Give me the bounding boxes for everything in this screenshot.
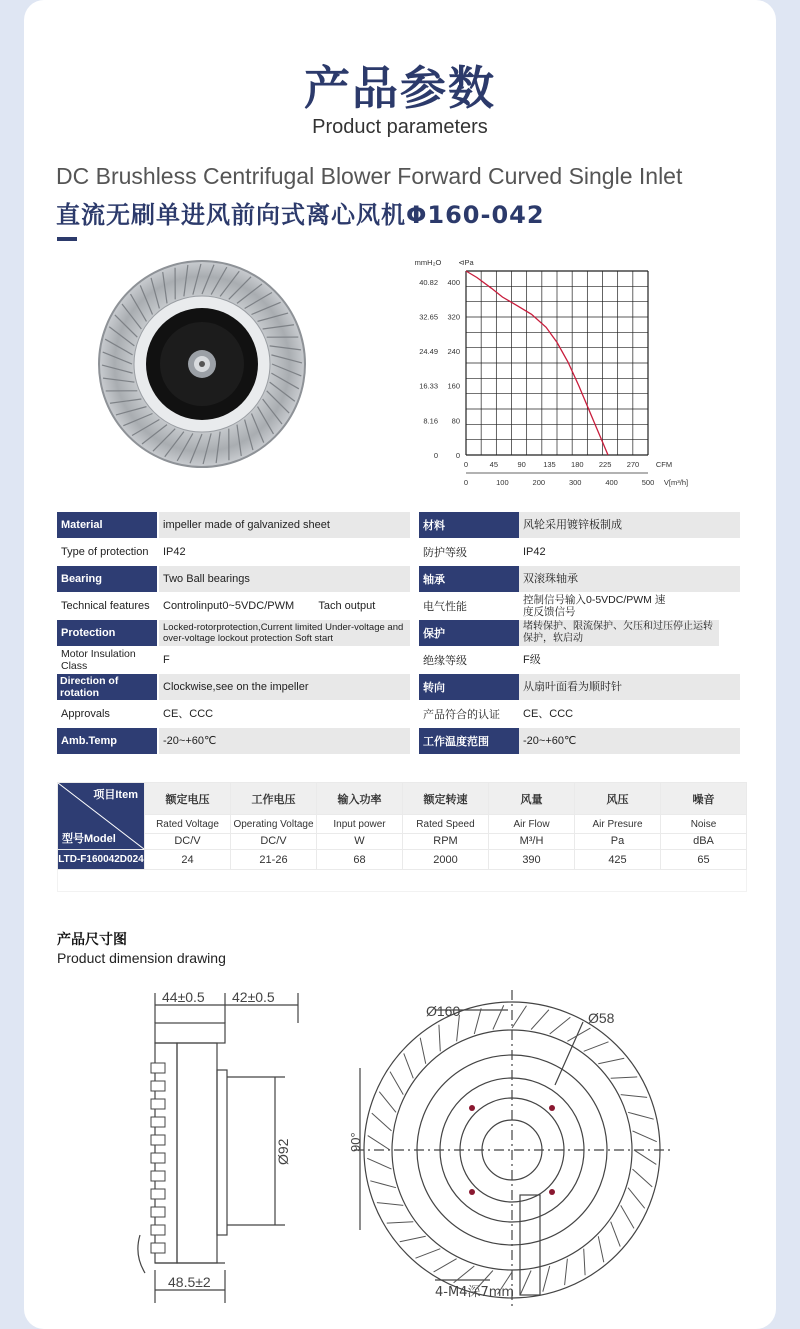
- spec-value: -20~+60℃: [159, 728, 410, 754]
- xlabel-bottom: V[m³/h]: [663, 478, 689, 487]
- vane-line: [550, 1017, 571, 1034]
- spec-label: 工作温度范围: [419, 728, 519, 754]
- vane-line: [387, 1222, 414, 1223]
- dim-diameter-92: Ø92: [275, 1138, 291, 1165]
- spec-row-protection-cn: [419, 620, 740, 646]
- tick-pa: 320: [447, 312, 460, 322]
- tick-m3h: 100: [496, 478, 509, 487]
- vane-line: [632, 1131, 656, 1142]
- vane-line: [598, 1058, 624, 1064]
- ylabel-right: ⊲Pa: [458, 258, 474, 267]
- spec-label: 轴承: [419, 566, 519, 592]
- value-cell: 2000: [403, 850, 489, 870]
- spec-row-material: [57, 512, 410, 538]
- spec-row-approvals-cn: [419, 701, 740, 727]
- fin: [151, 1189, 165, 1199]
- tick-cfm: 45: [489, 460, 499, 469]
- spec-label: Protection: [57, 620, 157, 646]
- spec-label: Material: [57, 512, 157, 538]
- spec-value: Two Ball bearings: [159, 566, 410, 592]
- performance-table: [57, 782, 747, 892]
- dim-angle: 90°: [348, 1132, 363, 1152]
- tick-mmh2o: 24.49: [419, 347, 438, 357]
- tick-pa: 160: [447, 381, 460, 391]
- spec-value: IP42: [163, 546, 186, 558]
- col-header-en: Rated Voltage: [145, 815, 231, 833]
- spec-label: Technical features: [61, 600, 150, 612]
- vane-line: [372, 1113, 392, 1131]
- vane-line: [400, 1236, 426, 1242]
- tick-m3h: 500: [641, 478, 655, 487]
- tick-cfm: 225: [598, 460, 612, 469]
- spec-value: CE、CCC: [163, 708, 214, 720]
- spec-value: Controlinput0~5VDC/PWM Tach output: [163, 600, 376, 612]
- spec-value: 堵转保护、限流保护、欠压和过压停止运转保护，软启动: [519, 620, 719, 646]
- fin: [151, 1135, 165, 1145]
- vane-line: [621, 1095, 647, 1098]
- tick-m3h: 300: [568, 478, 582, 487]
- spec-row-approvals: [57, 701, 410, 727]
- vane-line: [565, 1259, 568, 1285]
- col-header-cn: 额定电压: [145, 783, 231, 815]
- spec-label: 产品符合的认证: [423, 709, 500, 721]
- vane-line: [584, 1249, 585, 1276]
- spec-label: Bearing: [57, 566, 157, 592]
- spec-value: -20~+60℃: [519, 728, 740, 754]
- tick-cfm: 180: [571, 460, 584, 469]
- vane-line: [628, 1188, 645, 1209]
- dimension-title-en: Product dimension drawing: [57, 950, 226, 966]
- spec-value: impeller made of galvanized sheet: [159, 512, 410, 538]
- spec-row-bearing-cn: [419, 566, 740, 592]
- fin: [151, 1207, 165, 1217]
- tick-mmh2o: 16.33: [419, 381, 438, 391]
- vane-line: [404, 1053, 414, 1078]
- dim-diameter-160: Ø160: [426, 1003, 461, 1019]
- page-title: 产品参数: [304, 61, 496, 115]
- spec-value: 双滚珠轴承: [519, 566, 740, 592]
- spec-value: 风轮采用镀锌板制成: [519, 512, 740, 538]
- spec-row-insulation-cn: [419, 647, 740, 673]
- vane-line: [474, 1008, 481, 1034]
- tick-m3h: 0: [463, 478, 469, 487]
- value-cell: 425: [575, 850, 661, 870]
- vane-line: [543, 1266, 550, 1292]
- vane-line: [367, 1158, 391, 1169]
- fin: [151, 1081, 165, 1091]
- col-unit: dBA: [661, 833, 747, 849]
- spec-value: F: [163, 654, 170, 666]
- col-unit: Pa: [575, 833, 661, 849]
- spec-label: Type of protection: [61, 546, 149, 558]
- vane-line: [634, 1150, 656, 1164]
- impeller-photo: [96, 258, 308, 470]
- spec-row-electrical-cn: [419, 593, 740, 619]
- spec-label: Motor Insulation Class: [61, 648, 136, 672]
- vane-line: [628, 1112, 654, 1119]
- fin: [151, 1153, 165, 1163]
- vane-line: [377, 1203, 403, 1206]
- model-label: 型号Model: [62, 833, 116, 845]
- dim-diameter-58: Ø58: [588, 1010, 615, 1026]
- model-cell: LTD-F160042D024: [58, 850, 145, 870]
- spec-value: Locked-rotorprotection,Current limited Under-voltage and over-voltage lockout protection Soft start: [159, 620, 410, 646]
- col-header-en: Noise: [661, 815, 747, 833]
- item-model-header: [58, 783, 145, 850]
- spec-row-temperature: [57, 728, 410, 754]
- side-view-drawing: [120, 985, 310, 1310]
- spec-value: IP42: [523, 546, 546, 558]
- dim-holes: 4-M4深7mm: [435, 1285, 515, 1300]
- page-subtitle: Product parameters: [312, 116, 488, 138]
- vane-line: [611, 1222, 621, 1247]
- tick-cfm: 270: [626, 460, 640, 469]
- spec-row-material-cn: [419, 512, 740, 538]
- vane-line: [368, 1136, 390, 1150]
- vane-line: [584, 1042, 609, 1052]
- vane-line: [420, 1038, 426, 1064]
- tick-cfm: 0: [463, 460, 469, 469]
- dim-width-bottom: 48.5±2: [168, 1274, 211, 1290]
- tick-mmh2o: 40.82: [419, 277, 438, 287]
- tick-pa: 400: [447, 277, 460, 287]
- fin: [151, 1099, 165, 1109]
- col-unit: W: [317, 833, 403, 849]
- spec-row-bearing: [57, 566, 410, 592]
- tick-mmh2o: 0: [433, 451, 438, 460]
- col-unit: M³/H: [489, 833, 575, 849]
- spec-row-rotation-cn: [419, 674, 740, 700]
- vane-line: [379, 1092, 396, 1113]
- empty-row: [58, 870, 747, 892]
- col-header-cn: 工作电压: [231, 783, 317, 815]
- vane-line: [512, 1006, 526, 1028]
- tick-pa: 80: [451, 416, 460, 426]
- ylabel-left: mmH₂O: [414, 258, 442, 267]
- vane-line: [531, 1010, 549, 1030]
- value-cell: 21-26: [231, 850, 317, 870]
- tick-cfm: 135: [543, 460, 556, 469]
- col-header-cn: 风压: [575, 783, 661, 815]
- spec-row-technical-features: [57, 593, 410, 619]
- col-unit: DC/V: [145, 833, 231, 849]
- vane-line: [439, 1025, 440, 1052]
- vane-line: [370, 1181, 396, 1188]
- value-cell: 65: [661, 850, 747, 870]
- spec-value: F级: [523, 654, 541, 666]
- spec-row-protection-type: [57, 539, 410, 565]
- spec-value: 控制信号输入0-5VDC/PWM 速度反馈信号: [523, 594, 666, 618]
- fin: [151, 1063, 165, 1073]
- col-header-en: Air Presure: [575, 815, 661, 833]
- vane-line: [621, 1205, 634, 1228]
- fin: [151, 1117, 165, 1127]
- tick-m3h: 200: [532, 478, 546, 487]
- col-header-cn: 噪音: [661, 783, 747, 815]
- col-header-cn: 输入功率: [317, 783, 403, 815]
- vane-line: [632, 1169, 652, 1187]
- spec-value: CE、CCC: [523, 708, 574, 720]
- front-view-drawing: [340, 990, 700, 1310]
- spec-label: Amb.Temp: [57, 728, 157, 754]
- vane-line: [493, 1005, 504, 1029]
- tick-mmh2o: 8.16: [423, 416, 438, 426]
- spec-value: 从扇叶面看为顺时针: [519, 674, 740, 700]
- vane-line: [598, 1236, 604, 1262]
- col-header-cn: 风量: [489, 783, 575, 815]
- fin: [151, 1243, 165, 1253]
- title-underline: [57, 237, 77, 241]
- spec-label: 防护等级: [423, 547, 467, 559]
- spec-label: Direction of rotation: [57, 674, 157, 700]
- col-unit: RPM: [403, 833, 489, 849]
- tick-pa: 0: [455, 451, 460, 460]
- vane-line: [520, 1270, 531, 1294]
- value-cell: 24: [145, 850, 231, 870]
- col-header-cn: 额定转速: [403, 783, 489, 815]
- col-header-en: Operating Voltage: [231, 815, 317, 833]
- col-header-en: Air Flow: [489, 815, 575, 833]
- value-cell: 68: [317, 850, 403, 870]
- product-name-en: DC Brushless Centrifugal Blower Forward Curved Single Inlet: [56, 163, 683, 189]
- spec-value: Clockwise,see on the impeller: [159, 674, 410, 700]
- spec-label: 保护: [419, 620, 519, 646]
- tick-m3h: 400: [605, 478, 618, 487]
- spec-label: 转向: [419, 674, 519, 700]
- value-cell: 390: [489, 850, 575, 870]
- product-name-cn: 直流无刷单进风前向式离心风机Φ160-042: [56, 201, 545, 229]
- tick-mmh2o: 32.65: [419, 312, 438, 322]
- vane-line: [390, 1072, 403, 1095]
- vane-line: [415, 1249, 440, 1259]
- spec-row-insulation: [57, 647, 410, 673]
- col-header-en: Rated Speed: [403, 815, 489, 833]
- performance-chart: [408, 255, 698, 490]
- col-header-en: Input power: [317, 815, 403, 833]
- spec-row-protection: [57, 620, 410, 646]
- xlabel-top: CFM: [655, 460, 673, 469]
- dim-width-right: 42±0.5: [232, 989, 275, 1005]
- dimension-title-cn: 产品尺寸图: [57, 931, 127, 947]
- dim-width-top: 44±0.5: [162, 989, 205, 1005]
- tick-cfm: 90: [517, 460, 526, 469]
- spec-label: 电气性能: [423, 601, 467, 613]
- spec-label: 材料: [419, 512, 519, 538]
- spec-row-rotation: [57, 674, 410, 700]
- fin: [151, 1225, 165, 1235]
- tick-pa: 240: [447, 347, 460, 357]
- spec-row-temperature-cn: [419, 728, 740, 754]
- spec-label: 绝缘等级: [423, 655, 467, 667]
- col-unit: DC/V: [231, 833, 317, 849]
- fin: [151, 1171, 165, 1181]
- vane-line: [434, 1259, 457, 1272]
- vane-line: [611, 1077, 638, 1078]
- item-label: 项目Item: [93, 789, 138, 801]
- spec-row-protection-type-cn: [419, 539, 740, 565]
- spec-label: Approvals: [61, 708, 110, 720]
